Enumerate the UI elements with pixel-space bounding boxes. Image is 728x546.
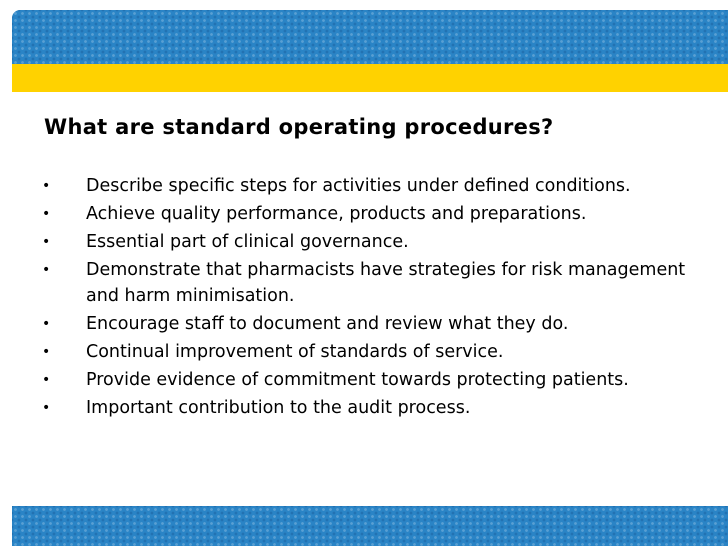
bullet-list bbox=[42, 173, 702, 423]
bullet-item bbox=[42, 229, 702, 255]
bullet-icon: • bbox=[42, 206, 51, 222]
bullet-item bbox=[42, 311, 702, 337]
bullet-text: Provide evidence of commitment towards protecting patients. bbox=[86, 370, 629, 390]
bullet-item bbox=[42, 339, 702, 365]
header-band bbox=[12, 10, 728, 92]
bullet-text: Achieve quality performance, products and preparations. bbox=[86, 204, 587, 224]
bullet-icon: • bbox=[42, 344, 51, 360]
bullet-item bbox=[42, 173, 702, 199]
footer-band bbox=[12, 506, 728, 546]
bullet-text: Encourage staff to document and review what they do. bbox=[86, 314, 569, 334]
bullet-icon: • bbox=[42, 234, 51, 250]
bullet-icon: • bbox=[42, 400, 51, 416]
bullet-item bbox=[42, 395, 702, 421]
bullet-item bbox=[42, 201, 702, 227]
bullet-text: Essential part of clinical governance. bbox=[86, 232, 409, 252]
bullet-icon: • bbox=[42, 262, 51, 278]
bullet-text: Describe specific steps for activities under defined conditions. bbox=[86, 176, 631, 196]
header-yellow-band bbox=[12, 64, 728, 92]
slide-title: What are standard operating procedures? bbox=[44, 115, 554, 139]
bullet-text: Important contribution to the audit process. bbox=[86, 398, 471, 418]
bullet-item bbox=[42, 257, 702, 309]
bullet-item bbox=[42, 367, 702, 393]
header-blue-band bbox=[12, 10, 728, 64]
bullet-icon: • bbox=[42, 316, 51, 332]
bullet-text: Continual improvement of standards of service. bbox=[86, 342, 504, 362]
bullet-text: Demonstrate that pharmacists have strategies for risk management and harm minimisation. bbox=[86, 260, 686, 306]
bullet-icon: • bbox=[42, 372, 51, 388]
bullet-icon: • bbox=[42, 178, 51, 194]
